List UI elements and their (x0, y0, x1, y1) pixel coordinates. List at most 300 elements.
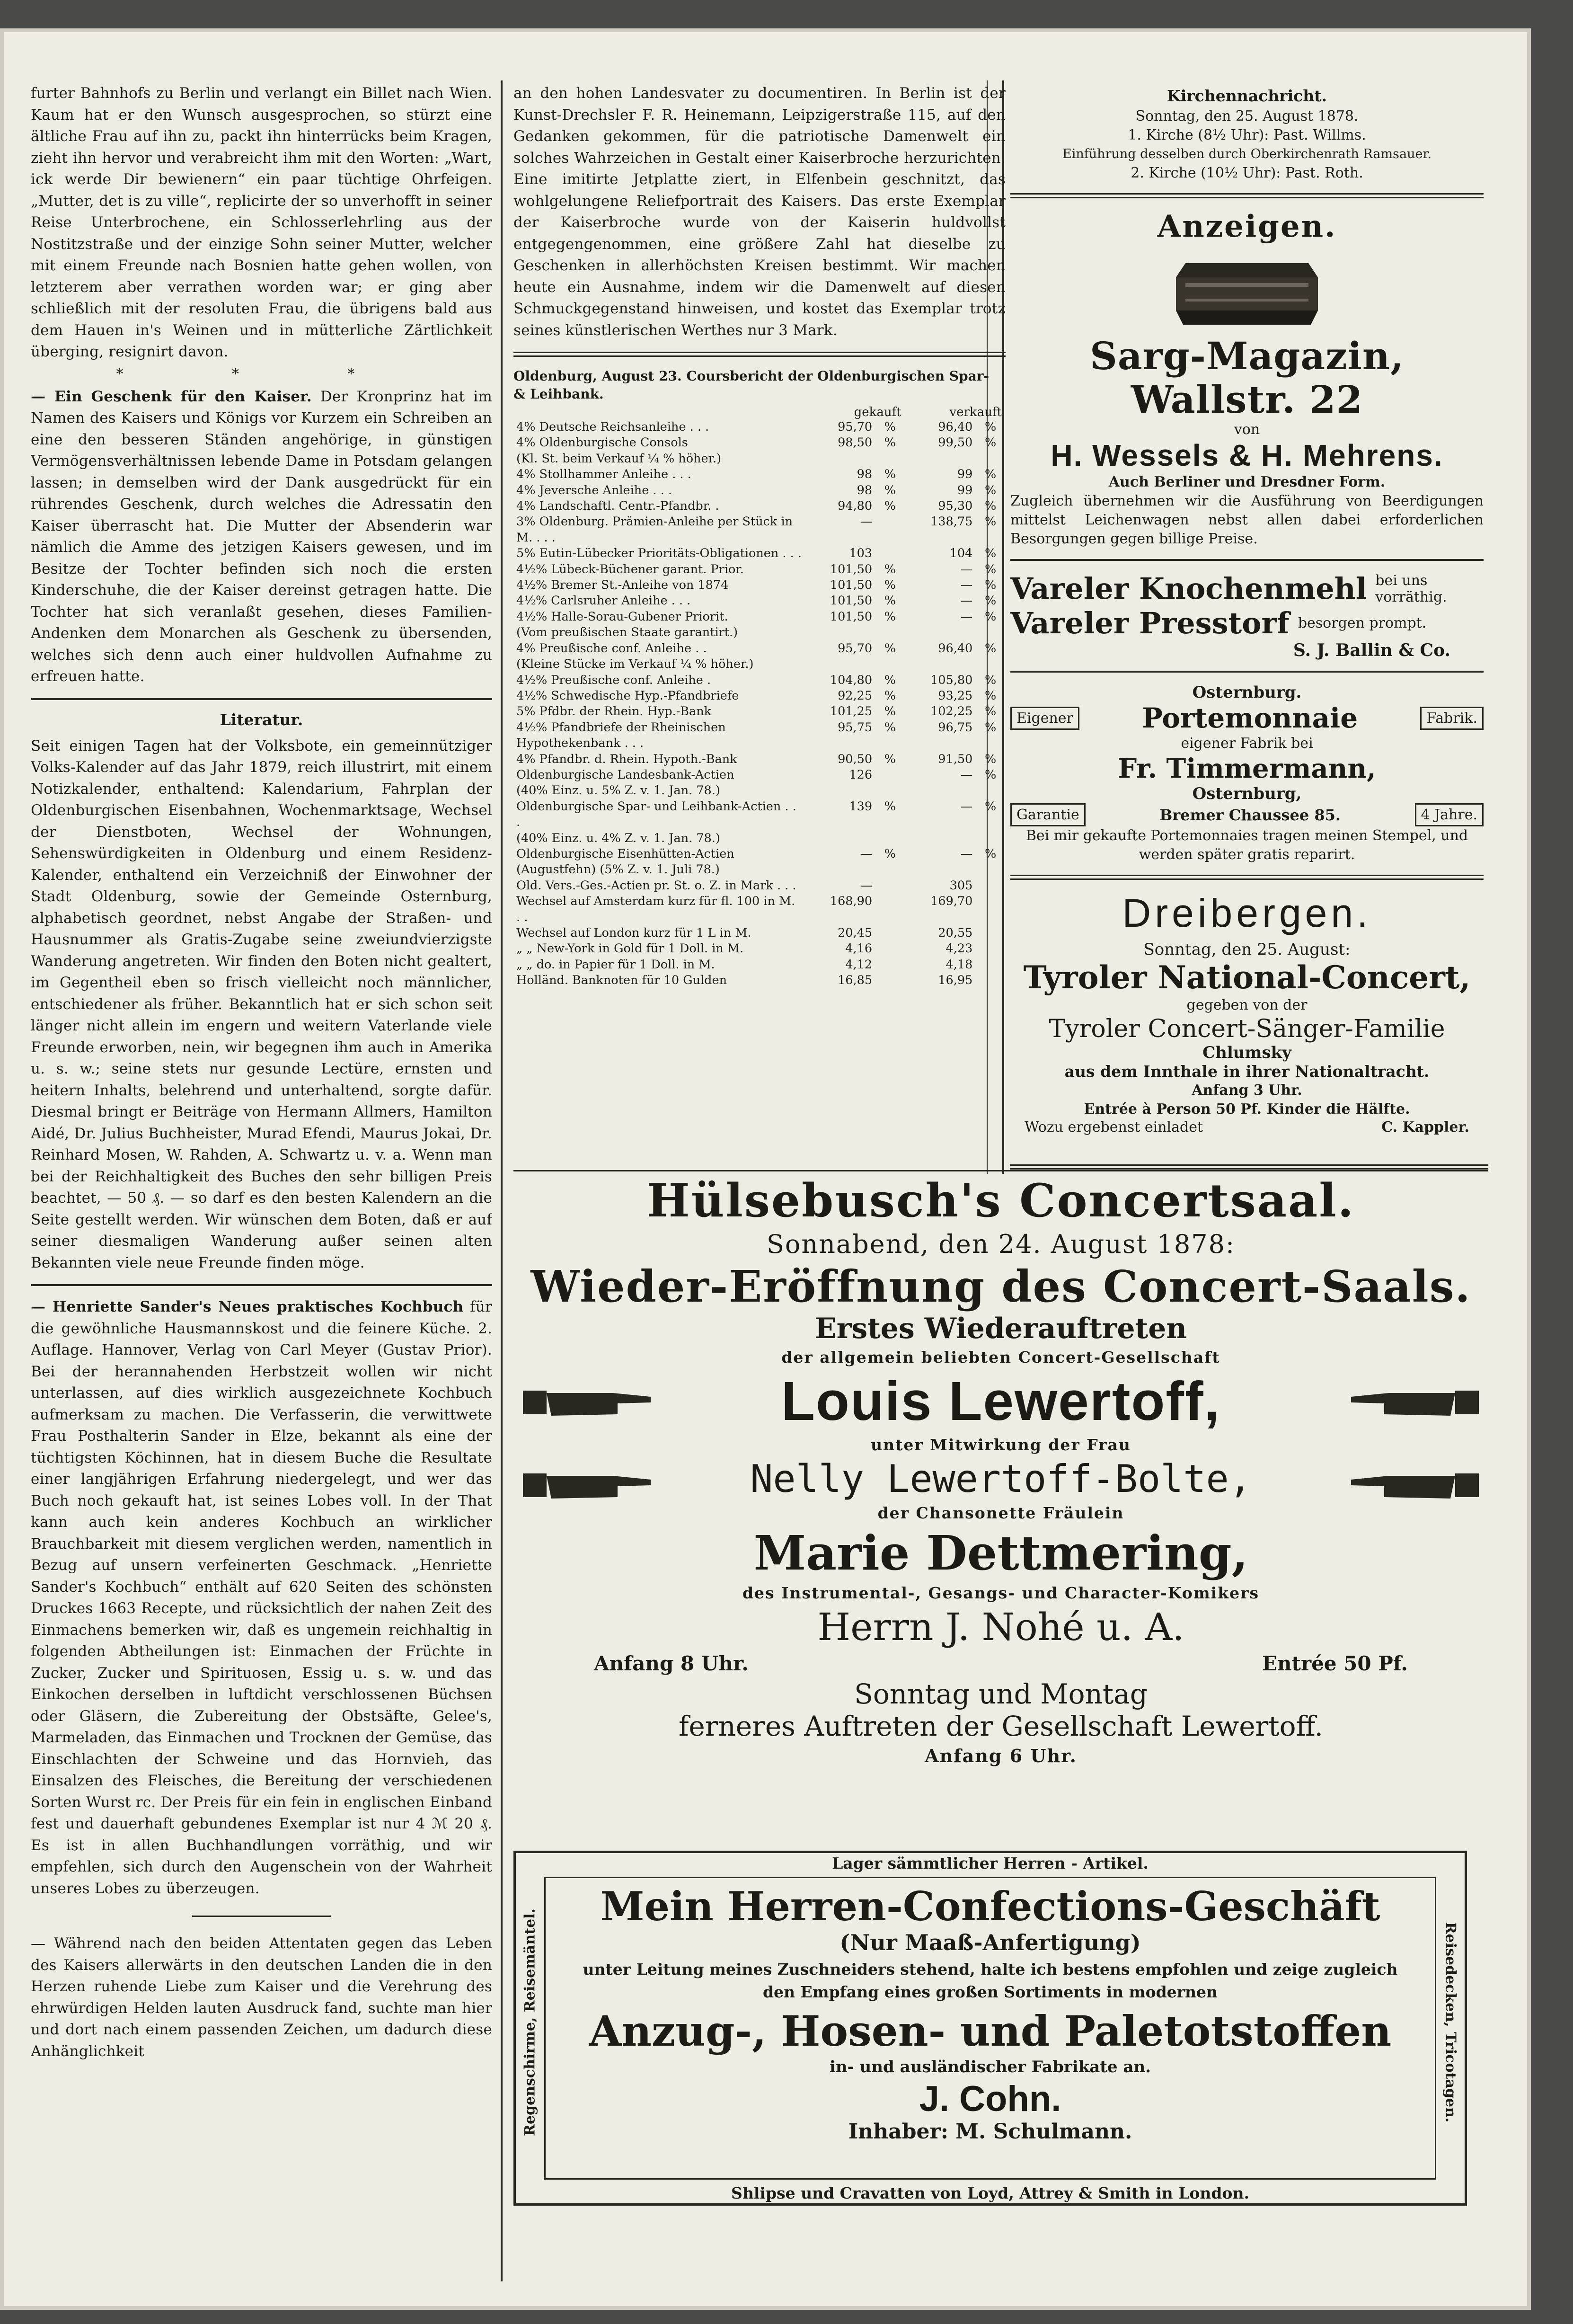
rates-gekauft-unit: % (884, 467, 896, 482)
lager-line: Lager sämmtlicher Herren - Artikel. (832, 1854, 1149, 1872)
rates-gekauft: 95,70 (838, 641, 873, 656)
rates-verkauft-unit (975, 783, 1006, 798)
divider (513, 1170, 1488, 1171)
rates-name: 4½% Pfandbriefe der Rheinischen Hypothekenbank . . . (516, 720, 726, 751)
rates-verkauft-unit: % (985, 673, 997, 687)
rates-verkauft-unit: % (985, 846, 997, 861)
rates-row (513, 704, 1006, 719)
rates-row (513, 514, 1006, 546)
rates-row (513, 419, 1006, 435)
einladung-row (1010, 1119, 1484, 1135)
rates-gekauft-unit (875, 878, 905, 894)
varel-presstorf-row (1010, 606, 1484, 640)
pointing-hand-icon (523, 1374, 655, 1426)
coffin-illustration (1166, 249, 1327, 329)
rates-verkauft-unit (975, 656, 1006, 672)
rates-row (513, 973, 1006, 988)
varel-presstorf-note: besorgen prompt. (1298, 615, 1427, 631)
rates-name: Oldenburgische Eisenhütten-Actien (Augustfehn) (5% Z. v. 1. Juli 78.) (516, 846, 734, 877)
rates-gekauft: 101,25 (830, 704, 873, 719)
divider (1010, 1164, 1488, 1170)
rates-gekauft: 101,50 (830, 594, 873, 608)
rates-row (513, 767, 1006, 783)
nelly-lewertoff-bolte: Nelly Lewertoff-Bolte, (750, 1457, 1252, 1501)
article-kochbuch-lead: — Henriette Sander's Neues praktisches Kochbuch (31, 1298, 464, 1315)
chansonette: der Chansonette Fräulein (877, 1504, 1124, 1522)
rates-verkauft: 102,25 (930, 704, 973, 719)
rates-name: „ „ do. in Papier für 1 Doll. in M. (516, 957, 715, 972)
rates-row (513, 435, 1006, 451)
rates-verkauft-unit: % (985, 514, 997, 529)
text-column-1 (31, 83, 492, 2274)
rates-name: (Kleine Stücke im Verkauf ¼ % höher.) (516, 657, 754, 672)
rates-verkauft: 4,23 (946, 941, 973, 956)
rates-gekauft-unit (875, 831, 905, 846)
rates-gekauft-unit (875, 767, 905, 783)
rates-gekauft-unit: % (884, 578, 896, 593)
rates-gekauft (805, 656, 875, 672)
rates-gekauft: — (860, 878, 873, 893)
louis-lewertoff: Louis Lewertoff, (781, 1370, 1220, 1432)
marie-dettmering: Marie Dettmering, (753, 1525, 1248, 1581)
rates-name: 5% Eutin-Lübecker Prioritäts-Obligationen . . . (516, 546, 802, 561)
innthale: aus dem Innthale in ihrer Nationaltracht. (1064, 1062, 1430, 1081)
rates-verkauft: 16,95 (938, 973, 973, 988)
gegeben-von: gegeben von der (1186, 997, 1308, 1013)
article-kochbuch (31, 1296, 492, 1899)
rates-gekauft: 4,12 (845, 957, 873, 972)
inhaber: Inhaber: M. Schulmann. (848, 2120, 1132, 2144)
rates-verkauft-unit (975, 941, 1006, 957)
rates-verkauft-unit: % (985, 720, 997, 735)
stoffe: Anzug-, Hosen- und Paletotstoffen (589, 2006, 1392, 2056)
portemonnaie-title: Portemonnaie (1142, 702, 1358, 734)
rates-gekauft-unit: % (884, 420, 896, 434)
rates-verkauft-unit: % (985, 483, 997, 497)
pointing-hand-icon (1346, 1457, 1479, 1509)
rates-name: Oldenburgische Spar- und Leihbank-Actien . . . (516, 799, 796, 830)
tyroler-concert: Tyroler National-Concert, (1023, 959, 1471, 996)
rates-verkauft: 105,80 (930, 673, 973, 687)
divider (1010, 875, 1484, 880)
rates-verkauft: 96,40 (938, 420, 973, 434)
varel-knochenmehl-note: bei uns vorräthig. (1375, 572, 1447, 605)
rates-gekauft-unit: % (884, 673, 896, 687)
rates-name: 4% Jeversche Anleihe . . . (516, 483, 672, 497)
anfang-6: Anfang 6 Uhr. (925, 1745, 1077, 1766)
divider (31, 1284, 492, 1286)
eigener-fabrik: eigener Fabrik bei (1181, 735, 1313, 752)
rates-row (513, 625, 1006, 640)
rates-verkauft-unit: % (985, 688, 997, 703)
rates-gekauft-unit: % (884, 799, 896, 814)
dreibergen-date: Sonntag, den 25. August: (1143, 940, 1351, 959)
varel-presstorf: Vareler Presstorf (1010, 606, 1290, 640)
rates-gekauft: 16,85 (838, 973, 873, 988)
rates-gekauft-unit: % (884, 688, 896, 703)
rates-row (513, 609, 1006, 625)
rates-gekauft-unit (875, 957, 905, 973)
rates-verkauft: 20,55 (938, 926, 973, 940)
tyroler-familie: Tyroler Concert-Sänger-Familie (1049, 1015, 1445, 1043)
rates-gekauft: — (860, 514, 873, 529)
rates-row (513, 831, 1006, 846)
osternburg-1: Osternburg. (1192, 683, 1302, 702)
rates-name: 4½% Preußische conf. Anleihe . (516, 673, 711, 687)
erstes-wiederauftreten: Erstes Wiederauftreten (814, 1312, 1187, 1345)
divider (1010, 193, 1484, 198)
pointing-hand-icon (1346, 1374, 1479, 1426)
varel-knochenmehl: Vareler Knochenmehl (1010, 571, 1367, 606)
rates-verkauft-unit: % (985, 546, 997, 561)
rates-verkauft-unit (975, 957, 1006, 973)
column-rule-1 (501, 80, 503, 2281)
rates-verkauft: 96,40 (938, 641, 973, 656)
kirche-date: Sonntag, den 25. August 1878. (1135, 108, 1359, 124)
rates-gekauft: 98 (857, 483, 873, 497)
allgemein-beliebten: der allgemein beliebten Concert-Gesellschaft (781, 1348, 1220, 1366)
ballin-signature: S. J. Ballin & Co. (1293, 640, 1450, 660)
rates-verkauft: 4,18 (946, 957, 973, 972)
nelly-row (513, 1457, 1488, 1501)
short-divider (192, 1916, 331, 1917)
rates-name: 3% Oldenburg. Prämien-Anleihe per Stück in M. . . . (516, 514, 793, 545)
rates-verkauft: 99 (957, 483, 973, 497)
rates-name: 4% Preußische conf. Anleihe . . (516, 641, 707, 656)
rates-verkauft: — (960, 799, 973, 814)
rates-gekauft-unit (875, 625, 905, 640)
rates-row (513, 498, 1006, 514)
rates-name: 4% Deutsche Reichsanleihe . . . (516, 420, 709, 434)
rates-gekauft: 168,90 (830, 894, 873, 909)
anfang-8: Anfang 8 Uhr. (594, 1652, 749, 1675)
rates-name: 4% Pfandbr. d. Rhein. Hypoth.-Bank (516, 752, 737, 766)
article-volksbote: Seit einigen Tagen hat der Volksbote, ein gemeinnütziger Volks-Kalender auf das Jahr 1879, reich illustrirt, mit einem Notizkalender, enthaltend: Kalendarium, Fahrplan der Oldenburgischen Eisenbahnen, Wochenmarktsage, Wechsel der Dienstboten, Wechsel der Wohnungen, Sehenswürdigkeiten in Oldenburg und einem Residenz-Kalender, enthaltend ein Verzeichniß der Einwohner der Stadt Oldenburg, sowie der Gemeinde Osternburg, alphabetisch geordnet, nebst Angabe der Straßen- und Hausnummer als Gratis-Zugabe seine zweiundvierzigste Wanderung angetreten. Wir finden den Boten nicht gealtert, im Gegentheil eben so frisch vielleicht noch männlicher, entschiedener als früher. Bekanntlich hat er sich schon seit länger nicht allein im engern und weitern Vaterlande viele Freunde erworben, nein, wir begegnen ihm auch in Amerika u. s. w.; seine stets nur gesunde Lectüre, ernsten und heitern Inhalts, belehrend und unterhaltend, sorgte dafür. Diesmal bringt er Beiträge von Hermann Allmers, Hamilton Aidé, Dr. Julius Buchheister, Murad Efendi, Maurus Jokai, Dr. Reinhard Mosen, W. Rahden, A. Schwartz u. v. a. Wenn man bei der Reichhaltigkeit des Buches den sehr billigen Preis beachtet, — 50 ₰. — so darf es den besten Kalendern an die Seite gestellt werden. Wir wünschen dem Boten, daß er auf seiner diesmaligen Wanderung außer seinen alten Bekannten viele neue Freunde finden möge. (31, 737, 492, 1271)
chlumsky: Chlumsky (1202, 1043, 1291, 1062)
rates-name: 4% Stollhammer Anleihe . . . (516, 467, 691, 482)
rates-verkauft: 169,70 (930, 894, 973, 909)
cohn-advertisement (513, 1851, 1467, 2206)
herrn-nohe: Herrn J. Nohé u. A. (817, 1605, 1184, 1649)
rates-title: Oldenburg, August 23. Coursbericht der Oldenburgischen Spar- & Leihbank. (513, 368, 990, 402)
rates-row (513, 483, 1006, 498)
rates-gekauft-unit (875, 941, 905, 957)
rates-gekauft-unit: % (884, 594, 896, 608)
rates-verkauft-unit (975, 925, 1006, 941)
rates-gekauft-unit: % (884, 641, 896, 656)
osternburg-2: Osternburg, (1192, 784, 1302, 803)
cohn-text: unter Leitung meines Zuschneiders stehend, halte ich bestens empfohlen und zeige zugleich den Empfang eines großen Sortiments in modernen (583, 1960, 1398, 2001)
rates-gekauft-unit (875, 973, 905, 988)
eigener-box: Eigener (1010, 707, 1079, 730)
rates-verkauft: — (960, 594, 973, 608)
rates-name: (Vom preußischen Staate garantirt.) (516, 625, 738, 640)
rates-gekauft: 101,50 (830, 609, 873, 624)
sarg-von: von (1234, 421, 1260, 438)
rates-name: „ „ New-York in Gold für 1 Doll. in M. (516, 941, 744, 956)
rates-verkauft-unit: % (985, 799, 997, 814)
rates-gekauft: 90,50 (838, 752, 873, 766)
rates-verkauft-unit (975, 973, 1006, 988)
rates-gekauft-unit (875, 894, 905, 925)
rates-verkauft-unit: % (985, 499, 997, 514)
rates-verkauft: — (960, 767, 973, 782)
wessels-mehrens: H. Wessels & H. Mehrens. (1051, 438, 1443, 472)
rates-verkauft: 91,50 (938, 752, 973, 766)
rates-gekauft: 92,25 (838, 688, 873, 703)
rates-verkauft-unit (975, 878, 1006, 894)
rates-gekauft-unit (875, 451, 905, 467)
rates-verkauft-unit: % (985, 752, 997, 766)
rates-row (513, 546, 1006, 561)
rates-row (513, 673, 1006, 688)
rates-gekauft: 101,50 (830, 562, 873, 577)
rates-gekauft-unit: % (884, 562, 896, 577)
rates-name: (Kl. St. beim Verkauf ¼ % höher.) (516, 451, 722, 466)
rates-gekauft-unit: % (884, 704, 896, 719)
rates-verkauft-unit: % (985, 594, 997, 608)
rates-header-gekauft: gekauft (854, 405, 901, 419)
rates-row (513, 783, 1006, 798)
rates-verkauft (905, 783, 976, 798)
rates-gekauft (805, 625, 875, 640)
rates-row (513, 720, 1006, 752)
rates-gekauft (805, 831, 875, 846)
rates-verkauft: 99 (957, 467, 973, 482)
rates-verkauft: 96,75 (938, 720, 973, 735)
article-kaiserbroche: an den hohen Landesvater zu documentiren. In Berlin ist der Kunst-Drechsler F. R. Heinemann, Leipzigerstraße 115, auf den Gedanken gekommen, für die patriotische Damenwelt ein solches Wahrzeichen in Gestalt einer Kaiserbroche herzurichten. Eine imitirte Jetplatte ziert, in Elfenbein geschnitzt, das wohlgelungene Reliefportrait des Kaisers. Das erste Exemplar der Kaiserbroche wurde von der Kaiserin huldvollst entgegengenommen, eine größere Zahl hat dieselbe zu Geschenken in allerhöchsten Kreisen bestimmt. Wir machen heute ein Ausnahme, indem wir die Damenwelt auf diesen Schmuckgegenstand hinweisen, und kostet das Exemplar trotz seines künstlerischen Werthes nur 3 Mark. (513, 85, 1006, 339)
pointing-hand-icon (523, 1457, 655, 1509)
rates-verkauft (905, 831, 976, 846)
rates-verkauft (905, 451, 976, 467)
rates-gekauft (805, 783, 875, 798)
varel-knochenmehl-row (1010, 571, 1484, 606)
rates-gekauft: 94,80 (838, 499, 873, 514)
rates-verkauft-unit: % (985, 578, 997, 593)
rates-gekauft: 98,50 (838, 435, 873, 450)
einladet: Wozu ergebenst einladet (1025, 1119, 1203, 1135)
ads-column (1010, 83, 1484, 1195)
shlipse-line: Shlipse und Cravatten von Loyd, Attrey & Smith in London. (731, 2184, 1249, 2202)
bremer-chaussee: Bremer Chaussee 85. (1159, 806, 1341, 824)
ferneres-auftreten: ferneres Auftreten der Gesellschaft Lewertoff. (678, 1710, 1324, 1742)
rates-name: 4% Landschaftl. Centr.-Pfandbr. . (516, 499, 719, 514)
rates-header-verkauft: verkauft (949, 405, 1002, 419)
kappler: C. Kappler. (1381, 1119, 1469, 1135)
wiedereroeffnung: Wieder-Eröffnung des Concert-Saals. (530, 1261, 1471, 1312)
rates-verkauft-unit: % (985, 467, 997, 482)
exchange-rates-table (513, 405, 1006, 989)
article-kochbuch-text: für die gewöhnliche Hausmannskost und die feinere Küche. 2. Auflage. Hannover, Verlag von Carl Meyer (Gustav Prior). Bei der herannahenden Herbstzeit wollen wir nicht unterlassen, auf dies wirklich ausgezeichnete Kochbuch aufmerksam zu machen. Die Verfasserin, die verwittwete Frau Posthalterin Sander in Elze, bekannt als eine der tüchtigsten Köchinnen, hat in diesem Buche die Resultate einer langjährigen Erfahrung niedergelegt, und wer das Buch noch gekauft hat, ist seines Lobes voll. In der That kann auch kein anderes Kochbuch an wirklicher Brauchbarkeit mit diesem verglichen werden, namentlich in Bezug auf unsern verfeinerten Geschmack. „Henriette Sander's Kochbuch“ enthält auf 620 Seiten des schönsten Druckes 1663 Recepte, und rücksichtlich der nahen Zeit des Einmachens bemerken wir, daß es ungemein reichhaltig in folgenden Abtheilungen ist: Einmachen der Früchte in Zucker, Zucker und Spirituosen, Essig u. s. w. und das Einkochen derselben in luftdicht verschlossenen Büchsen oder Gläsern, die Zubereitung der Obstsäfte, Gelee's, Marmeladen, das Einmachen und Trocknen der Gemüse, das Einschlachten der Schweine und das Hornvieh, das Einsalzen des Fleisches, die Bereitung der verschiedenen Sorten Wurst rc. Der Preis für ein fein in englischen Einband fest und dauerhaft gebundenes Exemplar ist nur 4 ℳ 20 ₰. Es ist in allen Buchhandlungen vorräthig, und wir empfehlen, sich durch den Augenschein von der Wahrheit unseres Lobes zu überzeugen. (31, 1298, 492, 1897)
rates-name: Wechsel auf Amsterdam kurz für fl. 100 in M. . . (516, 894, 795, 924)
rates-name: (40% Einz. u. 4% Z. v. 1. Jan. 78.) (516, 831, 720, 845)
rates-gekauft: 126 (849, 767, 873, 782)
rates-verkauft-unit: % (985, 609, 997, 624)
rates-row (513, 752, 1006, 767)
garantie-row (1010, 803, 1484, 826)
entree-50: Entrée 50 Pf. (1262, 1652, 1408, 1675)
rates-verkauft-unit (975, 894, 1006, 925)
rates-name: 5% Pfdbr. der Rhein. Hyp.-Bank (516, 704, 712, 719)
rates-gekauft: 104,80 (830, 673, 873, 687)
rates-row (513, 577, 1006, 593)
rates-header-row (513, 405, 1006, 419)
rates-verkauft (905, 625, 976, 640)
rates-gekauft: 101,50 (830, 578, 873, 593)
rates-verkauft-unit: % (985, 562, 997, 577)
rates-gekauft: 95,70 (838, 420, 873, 434)
rates-row (513, 656, 1006, 672)
rates-gekauft-unit: % (884, 846, 896, 861)
rates-row (513, 941, 1006, 957)
portemonnaie-row (1010, 702, 1484, 734)
rates-row (513, 878, 1006, 894)
rates-verkauft-unit (975, 831, 1006, 846)
rates-verkauft: — (960, 609, 973, 624)
rates-row (513, 894, 1006, 925)
rates-gekauft-unit (875, 546, 905, 561)
rates-gekauft: 4,16 (845, 941, 873, 956)
rates-name: 4½% Schwedische Hyp.-Pfandbriefe (516, 688, 739, 703)
rates-gekauft-unit: % (884, 720, 896, 735)
article-geschenk-lead: — Ein Geschenk für den Kaiser. (31, 388, 312, 405)
portemonnaie-text: Bei mir gekaufte Portemonnaies tragen meinen Stempel, und werden später gratis reparirt. (1025, 827, 1468, 863)
dreibergen-title: Dreibergen. (1122, 891, 1372, 935)
fabrik-box: Fabrik. (1420, 707, 1484, 730)
rates-verkauft-unit: % (985, 704, 997, 719)
divider (1010, 559, 1484, 561)
rates-row (513, 451, 1006, 467)
literatur-heading: Literatur. (220, 710, 303, 729)
rates-verkauft-unit: % (985, 435, 997, 450)
newspaper-page (0, 28, 1531, 2310)
rates-verkauft-unit: % (985, 641, 997, 656)
mitwirkung: unter Mitwirkung der Frau (871, 1436, 1131, 1454)
rates-row (513, 957, 1006, 973)
kirche-line-2: Einführung desselben durch Oberkirchenrath Ramsauer. (1062, 147, 1432, 161)
rates-verkauft: 95,30 (938, 499, 973, 514)
rates-verkauft: 104 (949, 546, 973, 561)
article-attentate: — Während nach den beiden Attentaten gegen das Leben des Kaisers allerwärts in den deutschen Landen die in den Herzen ruhende Liebe zum Kaiser und die Verehrung des ehrwürdigen Helden lauten Ausdruck fand, suchte man hier und dort nach einem passenden Zeichen, um dadurch diese Anhänglichkeit (31, 1935, 492, 2060)
rates-name: 4½% Lübeck-Büchener garant. Prior. (516, 562, 744, 577)
rates-verkauft: — (960, 578, 973, 593)
rates-verkauft-unit (975, 625, 1006, 640)
rates-gekauft-unit: % (884, 752, 896, 766)
rates-row (513, 846, 1006, 878)
anzeigen-heading: Anzeigen. (1157, 209, 1337, 244)
reisedecken-vertical: Reisedecken, Tricotagen. (1442, 1922, 1459, 2123)
wide-ads (513, 1174, 1488, 2281)
sonntag-montag: Sonntag und Montag (854, 1678, 1148, 1710)
article-geschenk (31, 386, 492, 688)
entree-person: Entrée à Person 50 Pf. Kinder die Hälfte. (1084, 1101, 1410, 1118)
lewertoff-row (513, 1369, 1488, 1433)
anfang-3: Anfang 3 Uhr. (1192, 1082, 1302, 1099)
rates-gekauft (805, 451, 875, 467)
rates-name: Holländ. Banknoten für 10 Gulden (516, 973, 727, 988)
divider (1010, 671, 1484, 673)
rates-gekauft-unit: % (884, 609, 896, 624)
rates-gekauft-unit (875, 783, 905, 798)
rates-name: Wechsel auf London kurz für 1 L in M. (516, 926, 751, 940)
rates-verkauft: — (960, 562, 973, 577)
komiker: des Instrumental-, Gesangs- und Character-Komikers (742, 1584, 1260, 1602)
rates-verkauft-unit: % (985, 767, 997, 782)
confections-title: Mein Herren-Confections-Geschäft (600, 1883, 1380, 1930)
sarg-form: Auch Berliner und Dresdner Form. (1108, 474, 1386, 490)
rates-gekauft: — (860, 846, 873, 861)
kirche-line-3: 2. Kirche (10½ Uhr): Past. Roth. (1131, 165, 1363, 181)
rates-row (513, 467, 1006, 482)
maass-anfertigung: (Nur Maaß-Anfertigung) (840, 1930, 1141, 1955)
rates-gekauft: 139 (849, 799, 873, 814)
rates-name: (40% Einz. u. 5% Z. v. 1. Jan. 78.) (516, 783, 720, 798)
rates-verkauft-unit: % (985, 420, 997, 434)
rates-row (513, 593, 1006, 609)
rates-name: Oldenburgische Landesbank-Actien (516, 767, 734, 782)
text-column-2 (513, 83, 1006, 1167)
divider (31, 698, 492, 700)
rates-gekauft: 103 (849, 546, 873, 561)
rates-verkauft: 99,50 (938, 435, 973, 450)
rates-verkauft: 138,75 (930, 514, 973, 529)
rates-gekauft-unit: % (884, 499, 896, 514)
section-separator: * * * (116, 365, 407, 382)
garantie-box: Garantie (1010, 803, 1086, 826)
j-cohn: J. Cohn. (919, 2079, 1061, 2119)
kirche-line-1: 1. Kirche (8½ Uhr): Past. Willms. (1128, 127, 1366, 143)
cohn-inner-frame (544, 1877, 1436, 2180)
anfang-entree-row (513, 1652, 1488, 1675)
article-geschenk-text: Der Kronprinz hat im Namen des Kaisers und Königs vor Kurzem ein Schreiben an eine den besseren Ständen angehörige, in günstigen Vermögensverhältnissen lebende Dame in Potsdam gelangen lassen; in demselben wird der Dank ausgedrückt für ein rührendes Geschenk, durch welches die Adressatin den Kaiser überrascht hat. Die Mutter der Absenderin war nämlich die Amme des jetzigen Kaisers gewesen, und im Besitze der Tochter befinden sich noch die ersten Kinderschuhe, die der Kaiser dereinst getragen hatte. Die Tochter hat sich veranlaßt gesehen, dieses Familien-Andenken dem Monarchen als Geschenk zu übersenden, welches sich denn auch einer huldvollen Aufnahme zu erfreuen hatte. (31, 388, 492, 685)
sarg-magazin-title: Sarg-Magazin, Wallstr. 22 (1090, 334, 1404, 422)
rates-row (513, 562, 1006, 577)
rates-gekauft: 98 (857, 467, 873, 482)
rates-row (513, 688, 1006, 704)
rates-verkauft (905, 656, 976, 672)
rates-gekauft-unit (875, 656, 905, 672)
regenschirme-vertical: Regenschirme, Reisemäntel. (521, 1908, 539, 2136)
article-continuation: furter Bahnhofs zu Berlin und verlangt ein Billet nach Wien. Kaum hat er den Wunsch ausgesprochen, so stürzt eine ältliche Frau auf ihn zu, packt ihn hinterrücks beim Kragen, zieht ihn hervor und verabreicht ihm mit den Worten: „Wart, ick werde Dir bewienern“ ein paar tüchtige Ohrfeigen. „Mutter, det is zu ville“, replicirte der so unverhofft in seiner Reise Unterbrochene, ein Schlosserlehrling aus der Nostitzstraße und der einzige Sohn seiner Mutter, welcher mit einem Freunde nach Bosnien hatte gehen wollen, von letzterem aber verrathen worden war; er ging aber schließlich mit der resoluten Frau, die übrigens bald aus dem Hauen in's Weinen und in mütterliche Zärtlichkeit überging, resignirt davon. (31, 85, 492, 360)
rates-body (513, 419, 1006, 989)
rates-header-empty (513, 405, 805, 419)
rates-name: 4½% Carlsruher Anleihe . . . (516, 594, 691, 608)
rates-name: Old. Vers.-Ges.-Actien pr. St. o. Z. in Mark . . . (516, 878, 796, 893)
rates-gekauft: 20,45 (838, 926, 873, 940)
timmermann: Fr. Timmermann, (1118, 753, 1376, 784)
divider (513, 352, 1006, 357)
rates-verkauft-unit (975, 451, 1006, 467)
fabrikate: in- und ausländischer Fabrikate an. (829, 2058, 1151, 2076)
rates-row (513, 799, 1006, 831)
rates-gekauft-unit (875, 514, 905, 546)
rates-gekauft: 95,75 (838, 720, 873, 735)
concertsaal-title: Hülsebusch's Concertsaal. (646, 1174, 1355, 1227)
kirche-heading: Kirchennachricht. (1167, 87, 1327, 105)
rates-gekauft-unit (875, 925, 905, 941)
sarg-text: Zugleich übernehmen wir die Ausführung von Beerdigungen mittelst Leichenwagen nebst allen dabei erforderlichen Besorgungen gegen billige Preise. (1010, 493, 1484, 547)
concert-date: Sonnabend, den 24. August 1878: (766, 1229, 1236, 1259)
rates-name: 4½% Bremer St.-Anleihe von 1874 (516, 578, 729, 593)
rates-name: 4% Oldenburgische Consols (516, 435, 688, 450)
rates-row (513, 925, 1006, 941)
rates-gekauft-unit: % (884, 435, 896, 450)
rates-verkauft: — (960, 846, 973, 861)
rates-gekauft-unit: % (884, 483, 896, 497)
jahre-box: 4 Jahre. (1415, 803, 1484, 826)
rates-row (513, 641, 1006, 656)
rates-name: 4½% Halle-Sorau-Gubener Priorit. (516, 609, 728, 624)
